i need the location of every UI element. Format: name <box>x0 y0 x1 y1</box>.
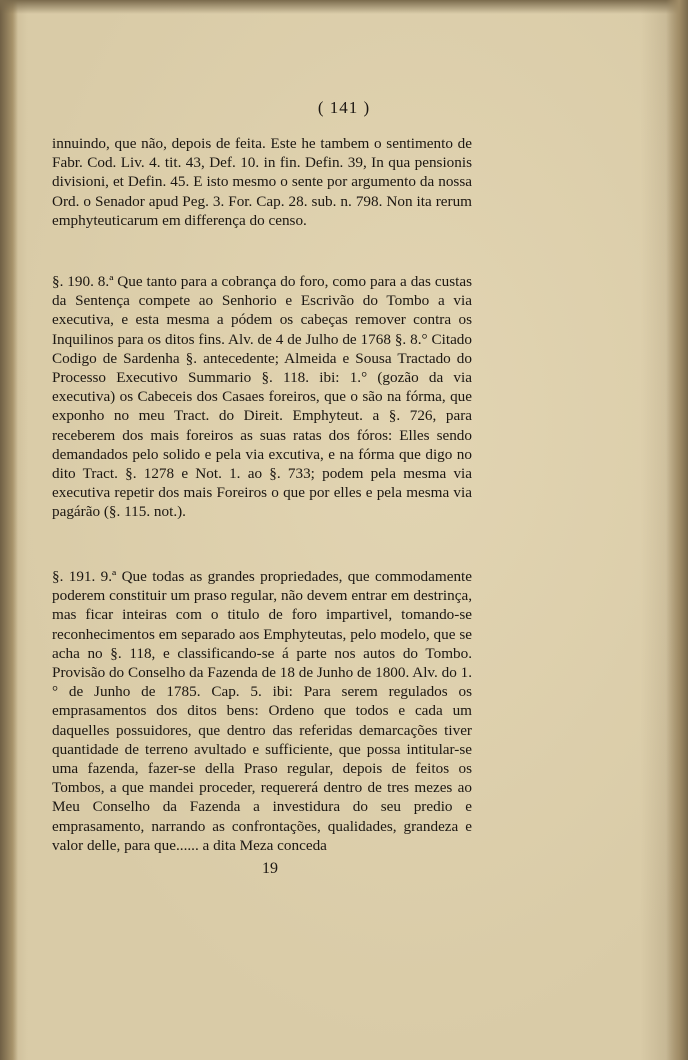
paragraph-191: §. 191. 9.ª Que todas as grandes propriedades, que commodamente poderem constituir um praso regular, não devem entrar em destrinça, mas ficar inteiras com o titulo de foro impartivel, tomando-se reconhecimentos em separado aos Emphyteutas, pelo modelo, que se acha no §. 118, e classificando-se á parte nos autos do Tombo. Provisão do Conselho da Fazenda de 18 de Junho de 1800. Alv. do 1.° de Junho de 1785. Cap. 5. ibi: Para serem regulados os emprasamentos dos ditos bens: Ordeno que todos e cada um daquelles possuidores, que dentro das referidas demarcações tiver quantidade de terreno avultado e sufficiente, que possa intitular-se uma fazenda, fazer-se della Praso regular, depois de feitos os Tombos, a que mandei proceder, requererá dentro de tres mezes ao Meu Conselho da Fazenda a investidura do seu predio e emprasamento, narrando as confrontações, qualidades, grandeza e valor delle, para que...... a dita Meza conceda <box>52 568 472 854</box>
page-top-edge <box>0 0 688 14</box>
page-right-edge <box>666 0 688 1060</box>
page-number: ( 141 ) <box>317 98 371 117</box>
paragraph-190: §. 190. 8.ª Que tanto para a cobrança do foro, como para a das custas da Sentença compete ao Senhorio e Escrivão do Tombo a via executiva, e esta mesma a pódem os cabeças remover contra os Inquilinos para os ditos fins. Alv. de 4 de Julho de 1768 §. 8.° Citado Codigo de Sardenha §. antecedente; Almeida e Sousa Tractado do Processo Executivo Summario §. 118. ibi: 1.° (gozão da via executiva) os Cabeceis dos Casaes foreiros, que o são na fórma, que exponho no meu Tract. do Direit. Emphyteut. a §. 726, para receberem dos mais foreiros as suas ratas dos fóros: Elles sendo demandados pelo solido e pela via excutiva, e na fórma que digo no dito Tract. §. 1278 e Not. 1. ao §. 733; podem pela mesma via executiva repetir dos mais Foreiros o que por elles e pela mesma via pagárão (§. 115. not.). <box>52 273 472 521</box>
signature-mark: 19 <box>262 860 278 877</box>
paragraph-continuation: innuindo, que não, depois de feita. Este he tambem o sentimento de Fabr. Cod. Liv. 4. tit. 43, Def. 10. in fin. Defin. 39, In qua pensionis divisioni, et Defin. 45. E isto mesmo o sente por argumento da nossa Ord. o Senador apud Peg. 3. For. Cap. 28. sub. n. 798. Non ita rerum emphyteuticarum em differença do censo. <box>52 135 472 229</box>
page-spine-shadow <box>0 0 18 1060</box>
